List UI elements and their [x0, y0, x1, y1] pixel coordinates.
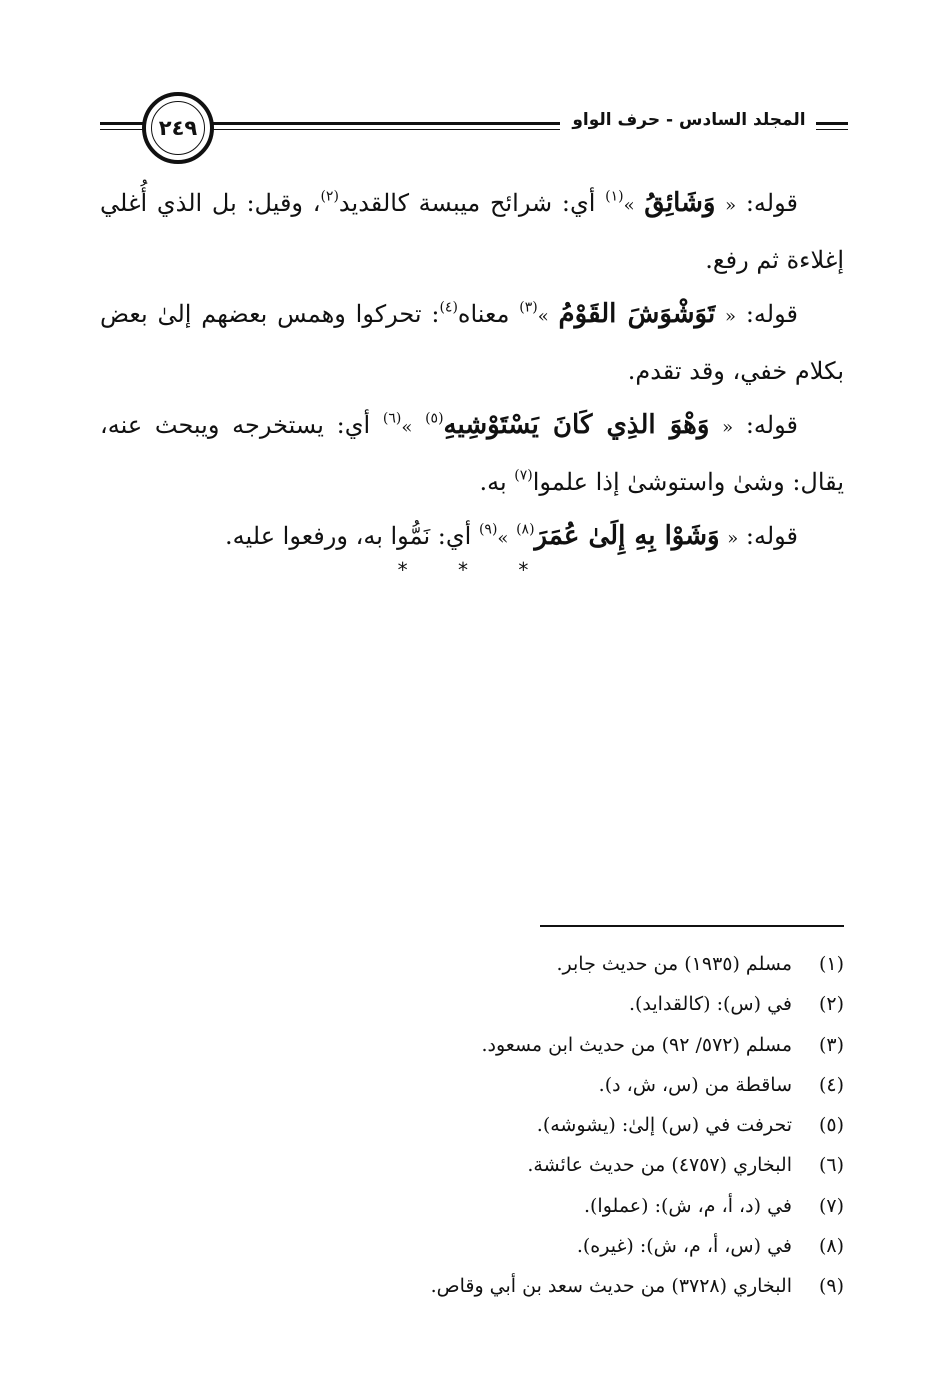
- entry-headword: وَشَوْا بِهِ إِلَىٰ عُمَرَ: [534, 521, 720, 551]
- footnote-text: في (س، أ، م، ش): (غيره).: [576, 1235, 792, 1258]
- footnote-number: (٨): [818, 1235, 844, 1258]
- header-rule: [816, 122, 848, 125]
- footnote-item: [300, 1105, 844, 1145]
- footnote-number: (٩): [818, 1275, 844, 1298]
- entry-text: ، وقيل: بل الذي أُغلي إغلاءة ثم رفع.: [100, 189, 844, 274]
- footnote-number: (٧): [818, 1194, 844, 1217]
- header-rule: [100, 129, 146, 130]
- close-quote: »: [537, 306, 549, 327]
- close-quote: »: [623, 195, 635, 216]
- footnote-ref[interactable]: (٨): [516, 521, 535, 538]
- running-header: [100, 88, 848, 174]
- entry-headword: وَشَائِقُ: [644, 188, 716, 218]
- entry-headword: وَهْوَ الذِي كَانَ يَسْتَوْشِيهِ: [443, 410, 710, 440]
- entry-lead: قوله:: [733, 411, 798, 439]
- running-title: المجلد السادس - حرف الواو: [572, 110, 806, 130]
- footnote-ref[interactable]: (٤): [439, 299, 458, 316]
- footnote-ref[interactable]: (٩): [478, 521, 498, 538]
- footnote-item: [300, 1065, 844, 1105]
- entry-lead: قوله:: [736, 300, 798, 328]
- footnote-text: البخاري (٣٧٢٨) من حديث سعد بن أبي وقاص.: [430, 1275, 792, 1298]
- open-quote: «: [725, 306, 737, 327]
- footnote-text: البخاري (٤٧٥٧) من حديث عائشة.: [527, 1154, 792, 1177]
- entry-text: أي: نَمُّوا به، ورفعوا عليه.: [225, 522, 479, 550]
- footnote-item: [300, 1186, 844, 1226]
- footnote-ref[interactable]: (٣): [519, 299, 538, 316]
- footnote-text: في (س): (كالقدايد).: [628, 993, 792, 1016]
- open-quote: «: [725, 195, 737, 216]
- footnote-item: [300, 1025, 844, 1065]
- header-rule: [100, 122, 146, 125]
- footnote-item: [300, 1226, 844, 1266]
- footnote-ref[interactable]: (٥): [425, 410, 444, 427]
- entry-text: : تحركوا وهمس بعضهم إلىٰ بعض بكلام خفي، وقد تقدم.: [100, 300, 844, 385]
- open-quote: «: [722, 417, 734, 438]
- footnote-ref[interactable]: (١): [605, 188, 624, 205]
- footnote-number: (٣): [818, 1033, 844, 1056]
- section-separator: * * *: [397, 558, 551, 582]
- entry-text: أي: يستخرجه ويبحث عنه، يقال: وشىٰ واستوشىٰ إذا علموا: [100, 411, 844, 496]
- footnote-number: (١): [818, 953, 844, 975]
- close-quote: »: [497, 528, 509, 549]
- entry-lead: قوله:: [738, 522, 798, 550]
- entry-text: أي: شرائح ميبسة كالقديد: [338, 189, 606, 217]
- entry-text: معناه: [457, 300, 520, 328]
- page-number-ring: [142, 92, 214, 164]
- entry-text: به.: [479, 468, 515, 496]
- footnote-text: مسلم (٥٧٢/ ٩٢) من حديث ابن مسعود.: [481, 1033, 792, 1056]
- main-text: [100, 176, 844, 566]
- footnote-text: في (د، أ، م، ش): (عملوا).: [583, 1194, 792, 1217]
- footnote-text: ساقطة من (س، ش، د).: [598, 1073, 792, 1096]
- footnote-item: [300, 944, 844, 984]
- close-quote: »: [401, 417, 413, 438]
- entry-paragraph: [100, 176, 844, 287]
- entry-lead: قوله:: [736, 189, 798, 217]
- entry-paragraph: [100, 398, 844, 509]
- footnote-item: [300, 1266, 844, 1306]
- page-number: ٢٤٩: [158, 116, 198, 140]
- header-rule: [210, 122, 560, 125]
- footnote-item: [300, 1145, 844, 1185]
- footnotes: [300, 944, 844, 1307]
- footnote-number: (٤): [818, 1073, 844, 1096]
- footnote-item: [300, 984, 844, 1024]
- open-quote: «: [727, 528, 739, 549]
- footnote-ref[interactable]: (٦): [382, 410, 402, 427]
- entry-headword: تَوَشْوَشَ القَوْمُ: [558, 299, 716, 329]
- footnote-number: (٢): [818, 993, 844, 1016]
- entry-paragraph: [100, 287, 844, 398]
- header-rule: [816, 129, 848, 130]
- header-rule: [210, 129, 560, 130]
- footnote-rule: [540, 925, 844, 927]
- footnote-ref[interactable]: (٢): [320, 188, 339, 205]
- footnote-number: (٥): [818, 1114, 844, 1137]
- footnote-number: (٦): [818, 1154, 844, 1177]
- footnote-ref[interactable]: (٧): [514, 467, 533, 484]
- footnote-text: تحرفت في (س) إلىٰ: (يشوشه).: [536, 1114, 792, 1137]
- footnote-text: مسلم (١٩٣٥) من حديث جابر.: [556, 953, 792, 975]
